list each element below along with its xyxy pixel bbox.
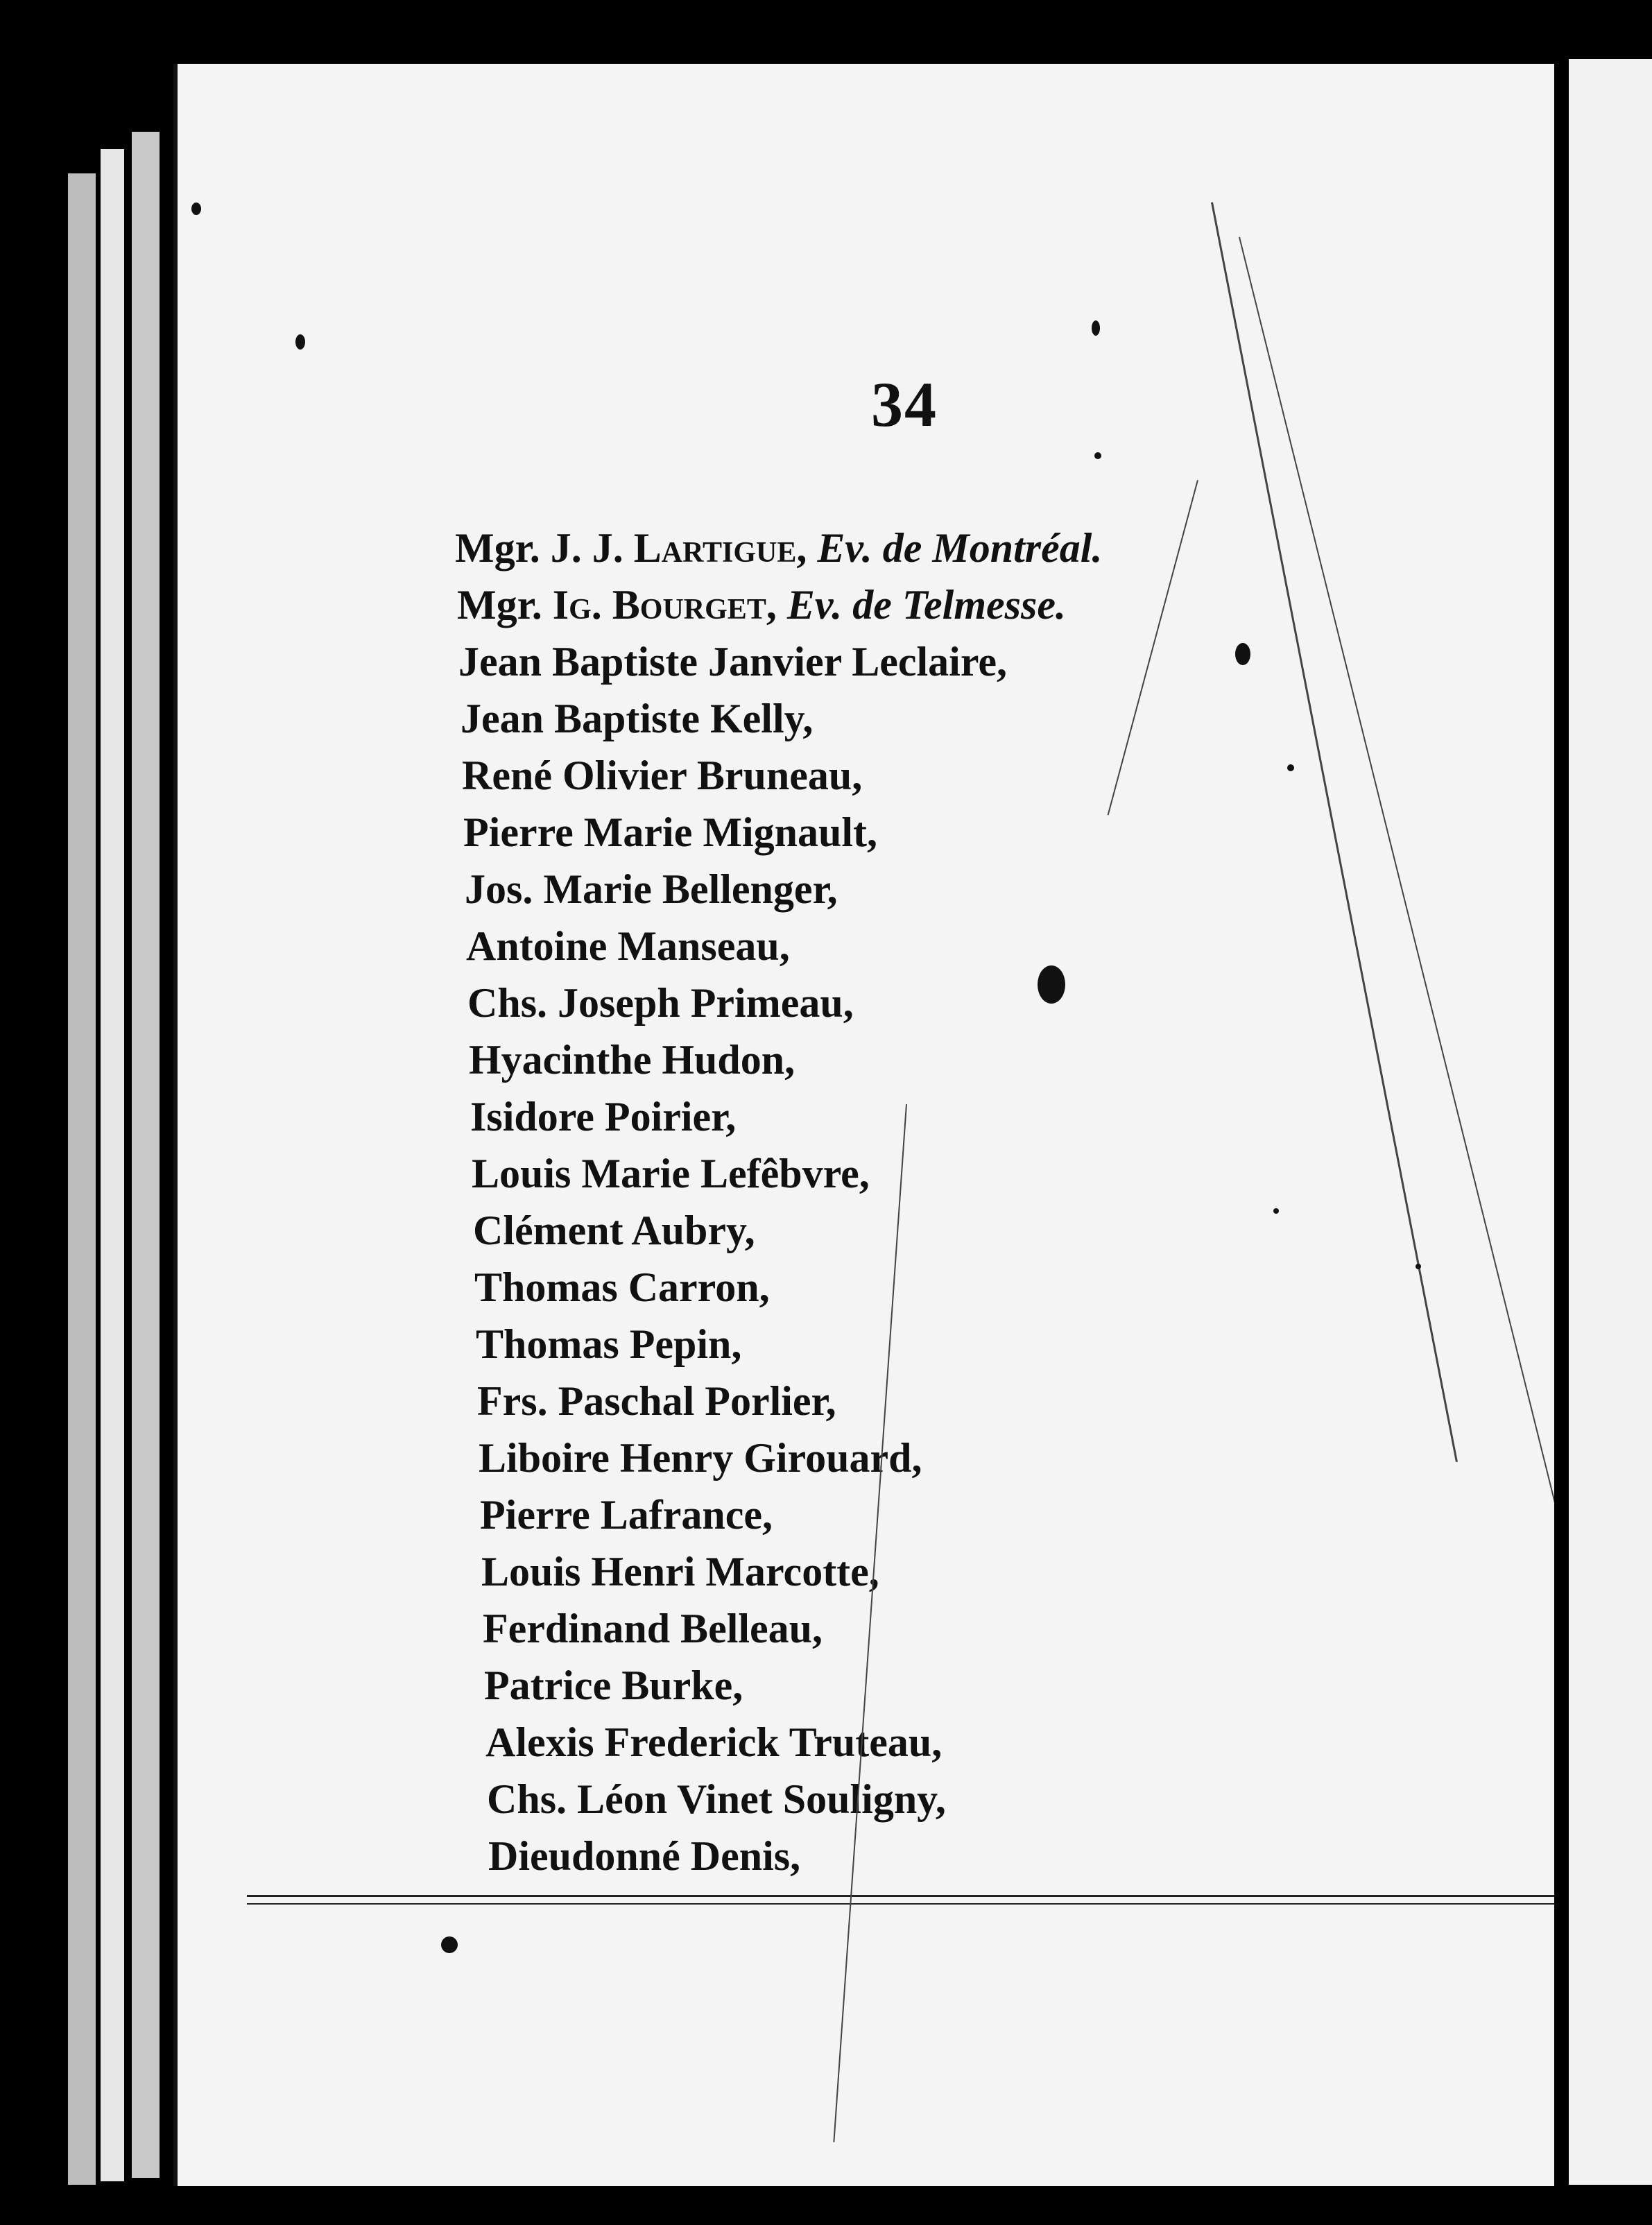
name-line: Clément Aubry, [473, 1208, 755, 1253]
ink-speck [1092, 320, 1100, 336]
horizontal-rule [247, 1895, 1554, 1897]
line-separator: , [796, 525, 818, 571]
name-line [457, 584, 1066, 626]
name-line: Pierre Marie Mignault, [463, 809, 878, 855]
adjacent-page [1569, 59, 1652, 2185]
line-surname: Ig. Bourget [552, 582, 766, 628]
name-line: René Olivier Bruneau, [462, 753, 863, 798]
horizontal-rule [247, 1903, 1554, 1905]
name-line: Thomas Pepin, [476, 1321, 742, 1367]
ink-speck [1235, 643, 1250, 665]
name-line: Hyacinthe Hudon, [469, 1037, 795, 1083]
ink-speck [1287, 764, 1294, 771]
name-line: Antoine Manseau, [466, 923, 790, 969]
ink-speck [1273, 1208, 1279, 1214]
name-line: Chs. Joseph Primeau, [467, 980, 854, 1026]
name-line: Jos. Marie Bellenger, [465, 866, 838, 912]
page-edge [101, 149, 124, 2181]
ink-speck [191, 203, 201, 215]
line-title: Ev. de Montréal. [817, 525, 1103, 571]
name-line: Chs. Léon Vinet Souligny, [487, 1776, 946, 1822]
name-line: Patrice Burke, [484, 1663, 743, 1708]
name-line: Jean Baptiste Janvier Leclaire, [458, 639, 1008, 685]
line-surname: Lartigue [633, 525, 797, 571]
name-list [178, 64, 1554, 2186]
name-line: Alexis Frederick Truteau, [485, 1719, 943, 1765]
name-line: Louis Henri Marcotte, [481, 1549, 879, 1595]
name-line: Jean Baptiste Kelly, [461, 696, 814, 741]
name-line [455, 527, 1102, 569]
ink-speck [295, 334, 305, 350]
name-line: Louis Marie Lefêbvre, [472, 1151, 870, 1196]
line-separator: , [766, 582, 787, 628]
line-prefix: Mgr. J. J. [455, 525, 634, 571]
name-line: Pierre Lafrance, [480, 1492, 773, 1538]
ink-speck [1416, 1264, 1421, 1269]
page-edge [132, 132, 160, 2178]
page-number: 34 [871, 369, 938, 440]
ink-speck [1094, 452, 1101, 459]
name-line: Ferdinand Belleau, [483, 1606, 823, 1651]
line-prefix: Mgr. [457, 582, 553, 628]
name-line: Isidore Poirier, [470, 1094, 737, 1140]
name-line: Dieudonné Denis, [488, 1833, 801, 1879]
ink-speck [1038, 965, 1065, 1004]
line-title: Ev. de Telmesse. [786, 582, 1066, 628]
name-line: Frs. Paschal Porlier, [477, 1378, 836, 1424]
name-line: Liboire Henry Girouard, [479, 1435, 922, 1481]
book-page [173, 64, 1554, 2186]
ink-speck [441, 1936, 458, 1953]
page-edge [68, 173, 96, 2185]
name-line: Thomas Carron, [474, 1264, 770, 1310]
